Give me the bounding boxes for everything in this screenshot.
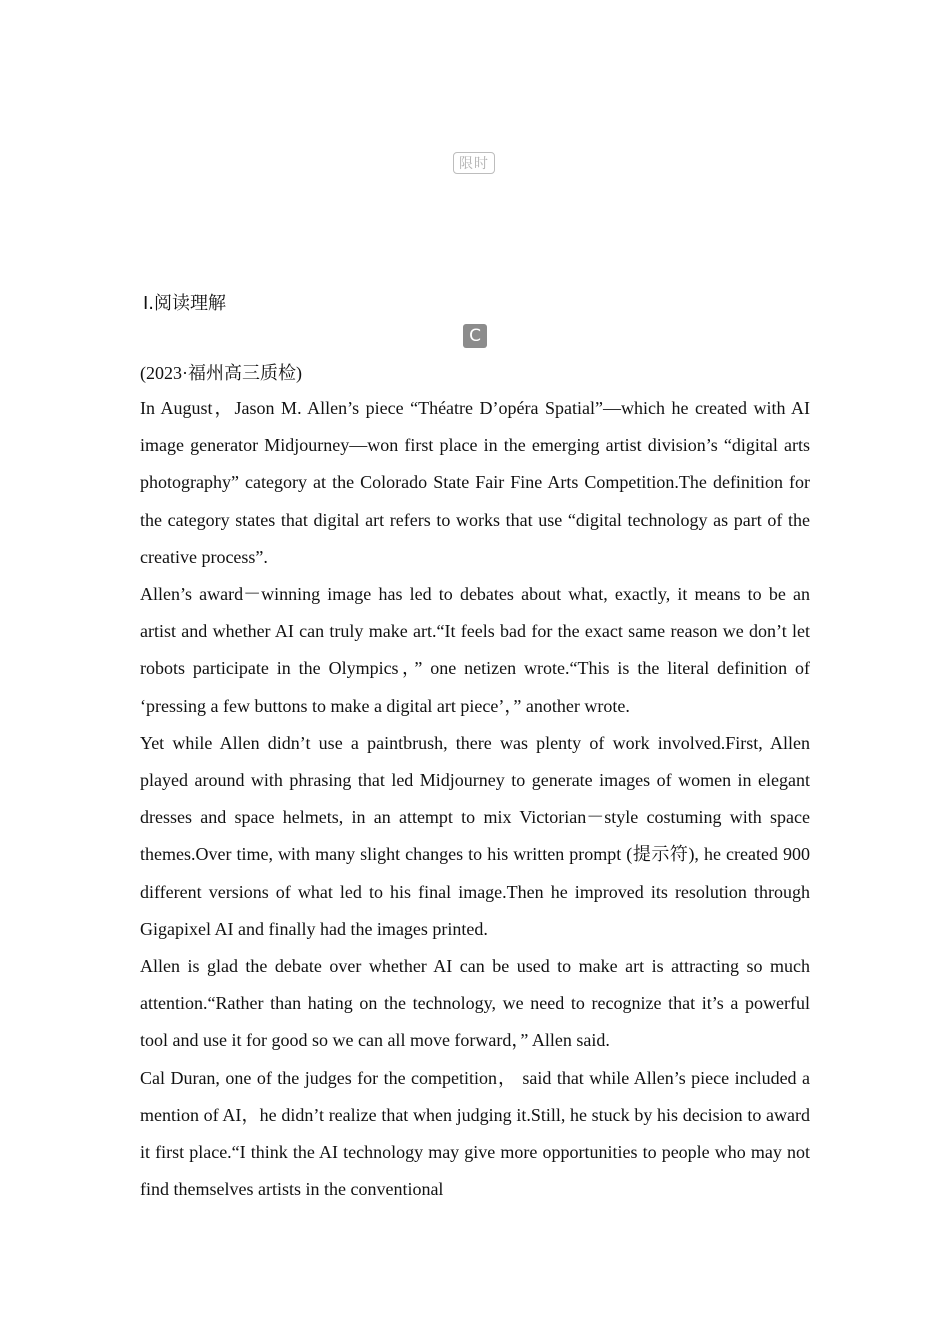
paragraph-4: Allen is glad the debate over whether AI can be used to make art is attracting so much attention.“Rather than hating on the technology, we need to recognize that it’s a powerful tool and use it for good so we can all move forward，” Allen said. [140, 956, 810, 1051]
passage-source: (2023·福州高三质检) [140, 363, 302, 383]
paragraph-3: Yet while Allen didn’t use a paintbrush, there was plenty of work involved.First, Allen played around with phrasing that led Midjourney to generate images of women in elegant dresses and space helmets, in an attempt to mix Victorian－style costuming with space themes.Over time, with many slight changes to his written prompt (提示符), he created 900 different versions of what led to his final image.Then he improved its resolution through Gigapixel AI and finally had the images printed. [140, 732, 810, 939]
reading-passage [140, 390, 810, 1208]
section-title: Ⅰ.阅读理解 [143, 293, 227, 314]
passage-label-badge: C [463, 324, 487, 348]
paragraph-2: Allen’s award－winning image has led to debates about what, exactly, it means to be an artist and whether AI can truly make art.“It feels bad for the exact same reason we don’t let robots participate in the Olympics，” one netizen wrote.“This is the literal definition of ‘pressing a few buttons to make a digital art piece’，” another wrote. [140, 584, 810, 716]
time-limit-badge: 限时 [453, 152, 495, 174]
paragraph-1: In August，Jason M. Allen’s piece “Théatre D’opéra Spatial”—which he created with AI image generator Midjourney—won first place in the emerging artist division’s “digital arts photography” category at the Colorado State Fair Fine Arts Competition.The definition for the category states that digital art refers to works that use “digital technology as part of the creative process”. [140, 398, 810, 567]
paragraph-5: Cal Duran, one of the judges for the competition， said that while Allen’s piece included a mention of AI，he didn’t realize that when judging it.Still, he stuck by his decision to award it first place.“I think the AI technology may give more opportunities to people who may not find themselves artists in the conventional [140, 1067, 810, 1200]
